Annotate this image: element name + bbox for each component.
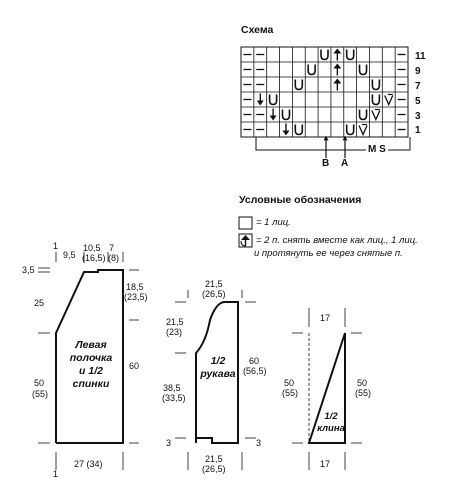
front-top-dim-2: 9,5 bbox=[63, 250, 76, 260]
chart-decrease-symbol bbox=[333, 79, 341, 91]
row-number-9: 9 bbox=[415, 66, 421, 77]
front-left-dim-3: 50 bbox=[34, 378, 45, 388]
chart-yarn-over-symbol bbox=[347, 50, 354, 60]
scheme-title: Схема bbox=[241, 24, 274, 36]
label-b: B bbox=[322, 158, 330, 169]
gusset-name-line-2: клина bbox=[317, 423, 345, 434]
gusset-right-dim-1: 50 bbox=[357, 378, 368, 388]
front-piece-name bbox=[62, 339, 120, 391]
chart-yarn-over-symbol bbox=[282, 110, 289, 120]
front-right-dim-1b: (23,5) bbox=[124, 292, 148, 302]
sleeve-right-dim-1b: (56,5) bbox=[243, 366, 267, 376]
gusset-left-dim-1: 50 bbox=[284, 378, 295, 388]
front-name-line-4: спинки bbox=[72, 378, 110, 390]
chart-yarn-over-symbol bbox=[360, 65, 367, 75]
gusset-left-dim-1b: (55) bbox=[282, 388, 299, 398]
gusset-right-dim-1b: (55) bbox=[355, 388, 372, 398]
gusset-piece-name bbox=[311, 411, 351, 435]
sleeve-right-dim-1: 60 bbox=[249, 356, 260, 366]
front-bottom-dim-2: 27 (34) bbox=[74, 459, 103, 469]
row-number-11: 11 bbox=[415, 51, 426, 62]
front-right-dim-1: 18,5 bbox=[126, 282, 144, 292]
sleeve-name-line-2: рукава bbox=[200, 368, 236, 380]
legend-item-decrease-cont: и протянуть ее через снятые п. bbox=[254, 248, 403, 259]
chart-left-decrease-symbol bbox=[372, 110, 380, 120]
chart-down-arrow-symbol bbox=[270, 109, 277, 121]
front-bottom-dim-1: 1 bbox=[53, 469, 59, 479]
chart-left-decrease-symbol bbox=[359, 125, 367, 135]
chart-decrease-symbol bbox=[333, 49, 341, 61]
chart-yarn-over-symbol bbox=[347, 125, 354, 135]
front-top-dim-3: 10,5 bbox=[83, 243, 101, 253]
chart-yarn-over-symbol bbox=[308, 65, 315, 75]
front-top-dim-4b: (8) bbox=[108, 253, 119, 263]
label-ms: M S bbox=[368, 144, 386, 155]
sleeve-bottom-dim-1b: (26,5) bbox=[202, 464, 226, 474]
legend-item-knit: = 1 лиц. bbox=[256, 217, 291, 228]
chart-grid-lines bbox=[241, 47, 408, 137]
chart-yarn-over-symbol bbox=[270, 95, 277, 105]
legend-knit-box bbox=[239, 217, 252, 229]
sleeve-top-dim-1b: (26,5) bbox=[202, 289, 226, 299]
sleeve-left-dim-2b: (33,5) bbox=[162, 393, 186, 403]
front-top-dim-1: 1 bbox=[53, 241, 59, 251]
chart-yarn-over-symbol bbox=[360, 110, 367, 120]
gusset-bottom-dim: 17 bbox=[320, 459, 331, 469]
row-number-7: 7 bbox=[415, 81, 421, 92]
chart-yarn-over-symbol bbox=[295, 125, 302, 135]
front-left-dim-2: 25 bbox=[34, 298, 45, 308]
sleeve-right-dim-2: 3 bbox=[256, 438, 262, 448]
sleeve-top-dim-1: 21,5 bbox=[205, 279, 223, 289]
sleeve-left-dim-1: 21,5 bbox=[166, 317, 184, 327]
label-a: A bbox=[341, 158, 349, 169]
legend-title: Условные обозначения bbox=[239, 194, 362, 206]
sleeve-piece-name bbox=[198, 355, 238, 381]
front-left-dim-3b: (55) bbox=[32, 389, 49, 399]
row-number-5: 5 bbox=[415, 96, 421, 107]
front-name-line-1: Левая bbox=[75, 339, 107, 351]
row-number-1: 1 bbox=[415, 125, 421, 136]
chart-yarn-over-symbol bbox=[372, 80, 379, 90]
sleeve-left-dim-1b: (23) bbox=[166, 327, 183, 337]
chart-yarn-over-symbol bbox=[321, 50, 328, 60]
sleeve-left-dim-3: 3 bbox=[166, 438, 172, 448]
legend-item-decrease: = 2 п. снять вместе как лиц., 1 лиц. bbox=[256, 235, 418, 246]
gusset-top-dim: 17 bbox=[320, 313, 331, 323]
front-top-dim-4: 7 bbox=[109, 243, 115, 253]
sleeve-name-line-1: 1/2 bbox=[210, 355, 226, 367]
chart-yarn-over-symbol bbox=[372, 95, 379, 105]
front-name-line-2: полочка bbox=[69, 352, 113, 364]
front-left-dim-1: 3,5 bbox=[22, 265, 35, 275]
front-name-line-3: и 1/2 bbox=[79, 365, 103, 377]
chart-decrease-symbol bbox=[333, 64, 341, 76]
sleeve-bottom-dim-1: 21,5 bbox=[205, 454, 223, 464]
chart-left-decrease-symbol bbox=[385, 95, 393, 105]
row-number-3: 3 bbox=[415, 111, 421, 122]
chart-yarn-over-symbol bbox=[295, 80, 302, 90]
front-right-dim-2: 60 bbox=[129, 361, 140, 371]
chart-down-arrow-symbol bbox=[257, 94, 264, 106]
legend-decrease-symbol bbox=[239, 234, 252, 247]
gusset-name-line-1: 1/2 bbox=[324, 411, 338, 422]
sleeve-left-dim-2: 38,5 bbox=[163, 383, 181, 393]
chart-down-arrow-symbol bbox=[282, 124, 289, 136]
front-top-dim-3b: (16,5) bbox=[82, 253, 106, 263]
